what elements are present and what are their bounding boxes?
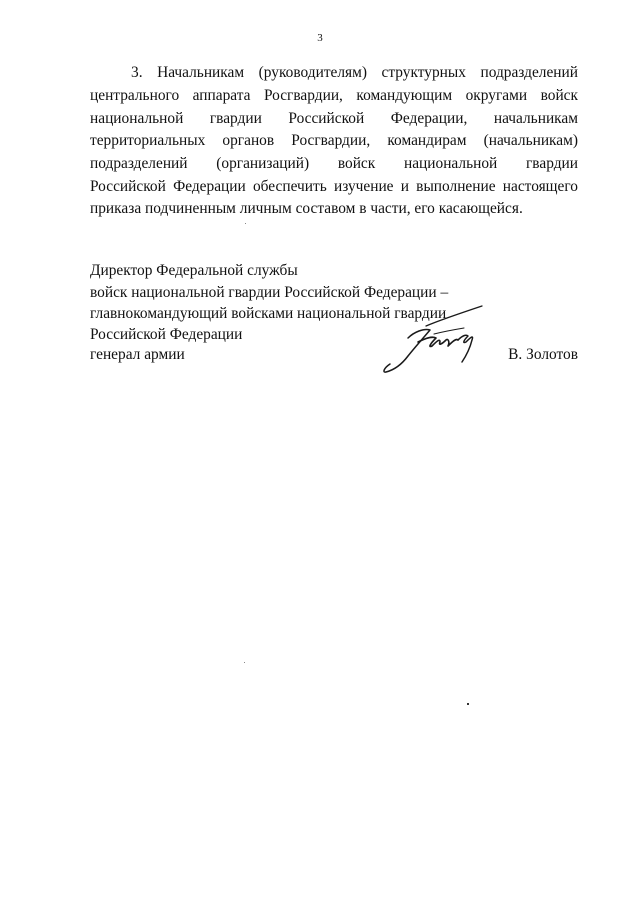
signatory-position-line: Директор Федеральной службы: [90, 262, 298, 279]
signatory-position-line: генерал армии: [90, 346, 185, 363]
page-number: 3: [317, 32, 323, 44]
signatory-position-line: главнокомандующий войсками национальной гвардии: [90, 305, 447, 322]
scan-speck: [467, 703, 469, 705]
scan-speck: [245, 223, 246, 224]
paragraph-line: территориальных органов Росгвардии, командирам (начальникам): [90, 132, 578, 149]
scan-speck: [244, 662, 245, 663]
signatory-name: В. Золотов: [508, 346, 578, 363]
signatory-position-line: войск национальной гвардии Российской Федерации –: [90, 284, 449, 301]
paragraph-line: национальной гвардии Российской Федерации, начальникам: [90, 110, 578, 127]
paragraph-line: подразделений (организаций) войск национальной гвардии: [90, 155, 578, 172]
paragraph-line: Российской Федерации обеспечить изучение и выполнение настоящего: [90, 178, 578, 195]
paragraph-line: центрального аппарата Росгвардии, командующим округами войск: [90, 87, 578, 104]
paragraph-line: 3. Начальникам (руководителям) структурных подразделений: [131, 64, 578, 81]
signatory-position-line: Российской Федерации: [90, 326, 243, 343]
handwritten-signature: [378, 298, 488, 376]
paragraph-line: приказа подчиненным личным составом в части, его касающейся.: [90, 200, 523, 217]
